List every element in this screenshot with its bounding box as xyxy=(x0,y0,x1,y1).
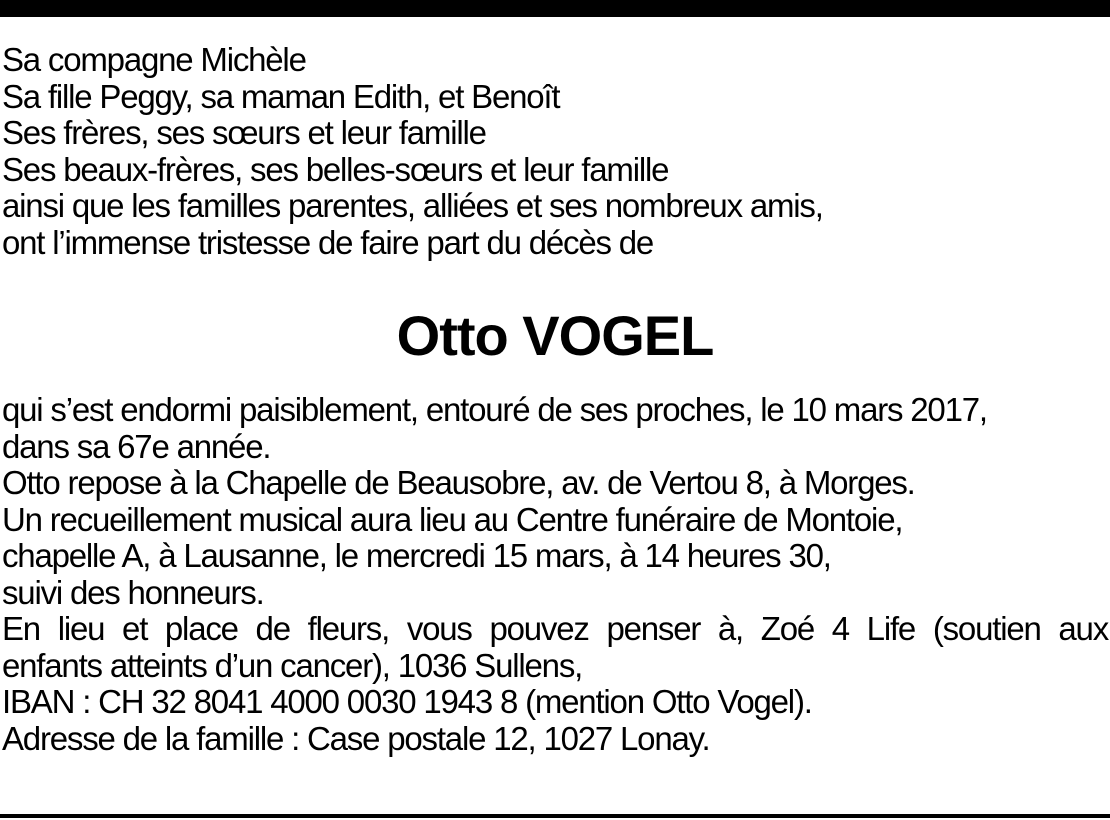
detail-line: Adresse de la famille : Case postale 12, 1027 Lonay. xyxy=(2,719,710,757)
intro-line: ainsi que les familles parentes, alliées et ses nombreux amis, xyxy=(2,187,823,224)
detail-line: chapelle A, à Lausanne, le mercredi 15 mars, à 14 heures 30, xyxy=(2,537,831,574)
detail-line: dans sa 67e année. xyxy=(2,427,271,465)
detail-line: suivi des honneurs. xyxy=(2,573,264,611)
family-announcement xyxy=(2,42,1108,261)
intro-line: Sa compagne Michèle xyxy=(2,41,306,78)
detail-line: enfants atteints d’un cancer), 1036 Sullens, xyxy=(2,646,583,684)
intro-line: Sa fille Peggy, sa maman Edith, et Benoît xyxy=(2,77,560,115)
top-border-rule xyxy=(0,0,1110,17)
intro-line: Ses beaux-frères, ses belles-sœurs et leur famille xyxy=(2,150,669,188)
notice-details xyxy=(2,392,1108,757)
bottom-border-rule xyxy=(0,814,1110,818)
intro-line: ont l’immense tristesse de faire part du décès de xyxy=(2,223,654,261)
intro-line: Ses frères, ses sœurs et leur famille xyxy=(2,114,486,151)
deceased-name: Otto VOGEL xyxy=(396,304,714,367)
detail-line: qui s’est endormi paisiblement, entouré de ses proches, le 10 mars 2017, xyxy=(2,391,987,428)
detail-line: IBAN : CH 32 8041 4000 0030 1943 8 (mention Otto Vogel). xyxy=(2,683,812,720)
detail-line: Un recueillement musical aura lieu au Centre funéraire de Montoie, xyxy=(2,500,903,538)
detail-line: Otto repose à la Chapelle de Beausobre, av. de Vertou 8, à Morges. xyxy=(2,464,915,501)
detail-line: En lieu et place de fleurs, vous pouvez penser à, Zoé 4 Life (soutien aux xyxy=(2,610,1108,647)
